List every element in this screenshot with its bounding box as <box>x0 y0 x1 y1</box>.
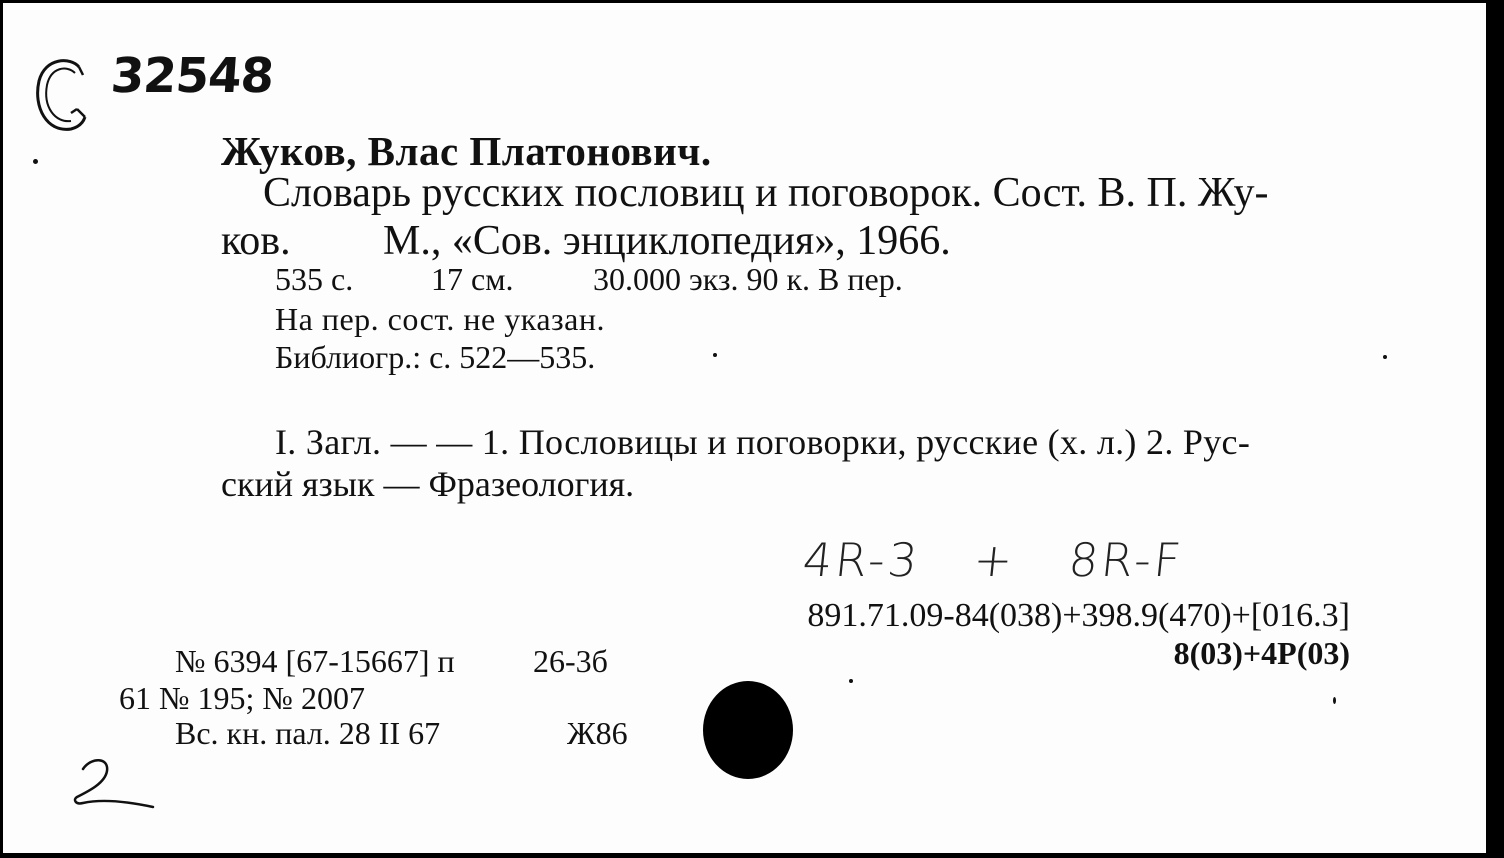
classification-line-1: 891.71.09-84(038)+398.9(470)+[016.3] <box>807 597 1350 634</box>
call-letter-mark <box>31 53 91 137</box>
accession-line-2: 61 № 195; № 2007 <box>119 680 365 716</box>
collation-size: 17 см. <box>431 261 514 297</box>
note-bibliography: Библиогр.: с. 522—535. <box>275 339 596 375</box>
handwritten-codes: 4R-3 + 8R-F <box>800 533 1187 587</box>
imprint: М., «Сов. энциклопедия», 1966. <box>383 218 951 264</box>
accession-code-3: Ж86 <box>567 715 628 751</box>
punch-hole <box>703 681 793 779</box>
ink-speck <box>1333 697 1336 704</box>
note-compiler: На пер. сост. не указан. <box>275 301 605 337</box>
ink-speck <box>849 679 853 683</box>
title-continuation: ков. <box>221 218 291 264</box>
ink-speck <box>713 353 717 357</box>
collation-pages: 535 с. <box>275 261 354 297</box>
accession-code-1: 26-3б <box>533 643 608 679</box>
tracings-line-1: I. Загл. — — 1. Пословицы и поговорки, русские (х. л.) 2. Рус- <box>275 422 1251 462</box>
classification-line-2: 8(03)+4Р(03) <box>1173 635 1350 671</box>
ink-speck <box>33 159 38 164</box>
ink-speck <box>1383 355 1387 359</box>
handwritten-numeral-2 <box>69 755 159 817</box>
title-line: Словарь русских пословиц и поговорок. Сост. В. П. Жу- <box>263 170 1269 216</box>
author-heading: Жуков, Влас Платонович. <box>221 128 712 174</box>
accession-line-1: № 6394 [67-15667] п <box>175 643 455 679</box>
accession-line-3: Вс. кн. пал. 28 II 67 <box>175 715 441 751</box>
call-number: 32548 <box>109 48 275 104</box>
collation-run-price: 30.000 экз. 90 к. В пер. <box>593 261 903 297</box>
tracings-line-2: ский язык — Фразеология. <box>221 464 635 504</box>
